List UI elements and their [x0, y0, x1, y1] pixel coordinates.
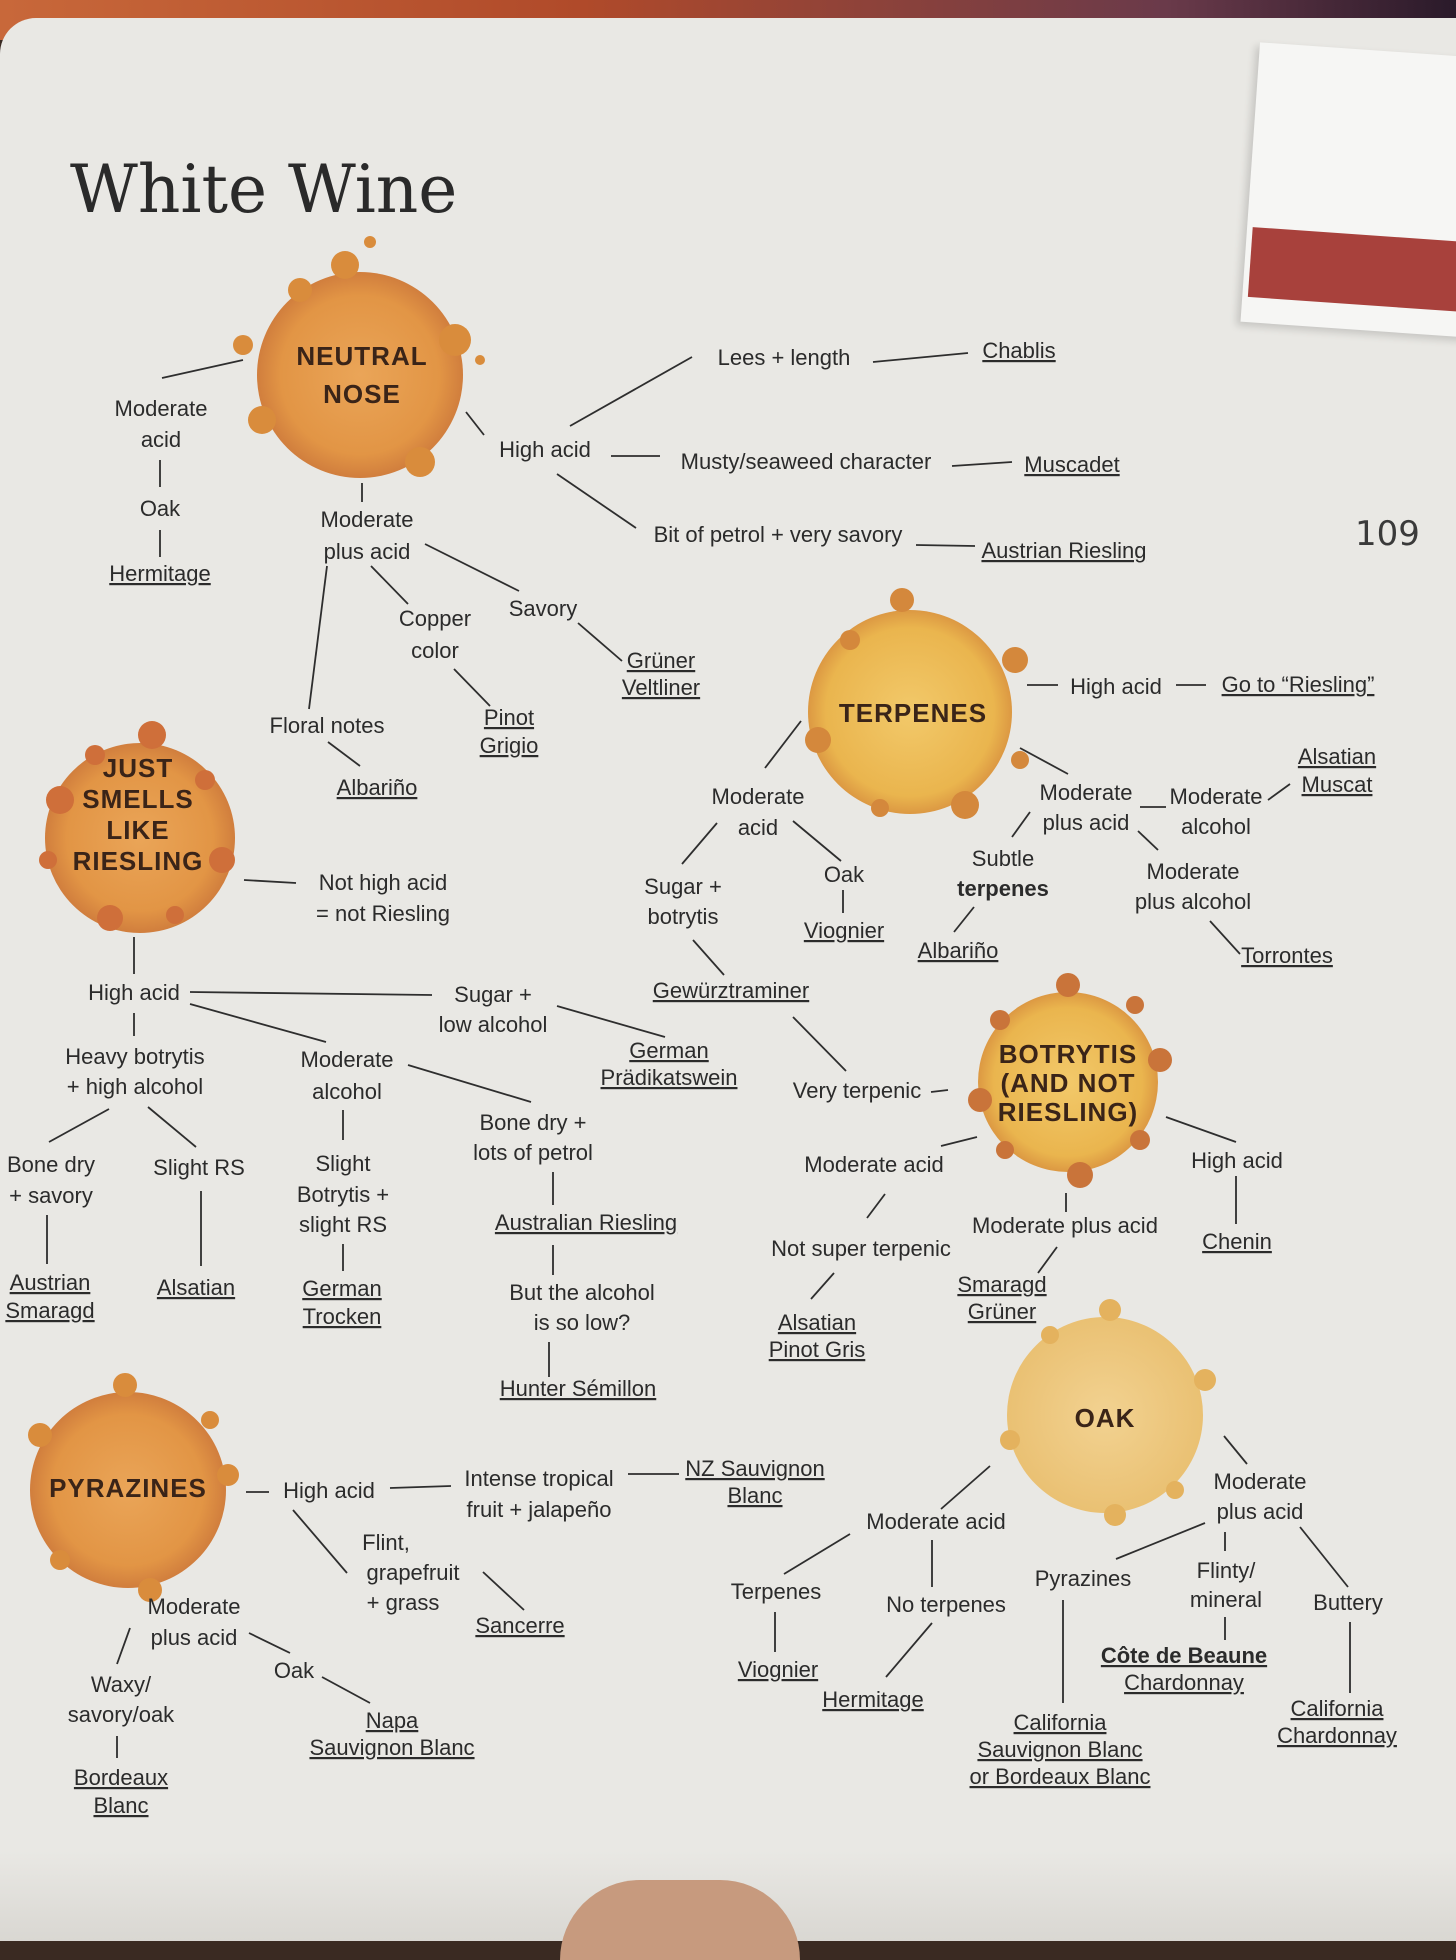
pyrazines-waxy-1: Waxy/: [90, 1672, 152, 1697]
neutral-floral: Floral notes: [269, 713, 385, 738]
neutral-copper-1: Copper: [398, 606, 472, 631]
terpenes-mod-acid-2: acid: [737, 815, 779, 840]
riesling-sugar-low-2: low alcohol: [438, 1012, 548, 1037]
neutral-pinot-grigio-2: Grigio: [479, 733, 539, 758]
riesling-alcohol-low-1: But the alcohol: [509, 1280, 655, 1305]
terpenes-sugar-botrytis-2: botrytis: [647, 904, 719, 929]
terpenes-high-acid: High acid: [1070, 674, 1162, 699]
terpenes-torrontes: Torrontes: [1241, 943, 1333, 968]
pyrazines-bordeaux-blanc-1: Bordeaux: [73, 1765, 169, 1790]
riesling-bone-dry-savory-1: Bone dry: [6, 1152, 96, 1177]
page-title: White Wine: [70, 151, 458, 228]
oak-no-terpenes: No terpenes: [886, 1592, 1006, 1617]
neutral-copper-2: color: [411, 638, 459, 663]
riesling-bone-dry-petrol-2: lots of petrol: [473, 1140, 593, 1165]
riesling-german-trocken-2: Trocken: [302, 1304, 382, 1329]
terpenes-alsatian-muscat-1: Alsatian: [1297, 744, 1377, 769]
neutral-high-acid: High acid: [499, 437, 591, 462]
oak-mod-acid: Moderate acid: [866, 1509, 1006, 1534]
pyrazines-flint-2: grapefruit: [366, 1560, 460, 1585]
pyrazines-napa-sb-1: Napa: [365, 1708, 419, 1733]
terpenes-mod-alcohol-1: Moderate: [1169, 784, 1263, 809]
riesling-slight-botrytis-3: slight RS: [298, 1212, 388, 1237]
terpenes-albarino: Albariño: [917, 938, 999, 963]
pyrazines-tropical-1: Intense tropical: [464, 1466, 614, 1491]
pyrazines-oak: Oak: [273, 1658, 315, 1683]
oak-cal-sb-1: California: [1013, 1710, 1107, 1735]
botrytis-stain: [968, 973, 1172, 1188]
terpenes-viognier: Viognier: [803, 918, 885, 943]
oak-cal-chard-2: Chardonnay: [1277, 1723, 1397, 1748]
riesling-australian-riesling: Australian Riesling: [494, 1210, 678, 1235]
oak-hermitage: Hermitage: [822, 1687, 924, 1712]
terpenes-mod-acid-1: Moderate: [711, 784, 805, 809]
botrytis-mod-plus-acid: Moderate plus acid: [972, 1213, 1158, 1238]
riesling-mod-alcohol-2: alcohol: [312, 1079, 382, 1104]
terpenes-gewurz: Gewürztraminer: [652, 978, 810, 1003]
oak-cote-beaune-2: Chardonnay: [1124, 1670, 1244, 1695]
riesling-austrian-smaragd-1: Austrian: [9, 1270, 91, 1295]
riesling-german-trocken-1: German: [302, 1276, 382, 1301]
botrytis-label-2: (AND NOT: [1000, 1068, 1136, 1098]
riesling-label-3: LIKE: [106, 815, 170, 845]
riesling-alsatian: Alsatian: [156, 1275, 236, 1300]
riesling-slight-botrytis-1: Slight: [315, 1151, 371, 1176]
terpenes-subtle-2: terpenes: [957, 876, 1049, 901]
pyrazines-flint-1: Flint,: [362, 1530, 410, 1555]
oak-flinty-2: mineral: [1189, 1587, 1263, 1612]
neutral-musty: Musty/seaweed character: [680, 449, 932, 474]
botrytis-mod-acid: Moderate acid: [804, 1152, 944, 1177]
terpenes-sugar-botrytis-1: Sugar +: [644, 874, 722, 899]
terpenes-go-riesling: Go to “Riesling”: [1221, 672, 1375, 697]
neutral-gruner-2: Veltliner: [621, 675, 701, 700]
botrytis-label-1: BOTRYTIS: [998, 1039, 1138, 1069]
pyrazines-mod-plus-acid-1: Moderate: [147, 1594, 241, 1619]
riesling-slight-botrytis-2: Botrytis +: [296, 1182, 390, 1207]
neutral-lees: Lees + length: [717, 345, 851, 370]
neutral-albarino: Albariño: [336, 775, 418, 800]
botrytis-label-3: RIESLING): [997, 1097, 1139, 1127]
neutral-savory: Savory: [508, 596, 578, 621]
riesling-high-acid: High acid: [88, 980, 180, 1005]
riesling-heavy-botrytis-1: Heavy botrytis: [65, 1044, 205, 1069]
pyrazines-nz-sb-2: Blanc: [727, 1483, 783, 1508]
neutral-mod-plus-acid-2: plus acid: [323, 539, 411, 564]
riesling-mod-alcohol-1: Moderate: [300, 1047, 394, 1072]
neutral-muscadet: Muscadet: [1024, 452, 1120, 477]
pyrazines-flint-3: + grass: [366, 1590, 440, 1615]
neutral-nose-label-1: NEUTRAL: [296, 341, 428, 371]
riesling-not-high-2: = not Riesling: [316, 901, 450, 926]
neutral-mod-acid-1: Moderate: [114, 396, 208, 421]
riesling-german-pradikat-2: Prädikatswein: [600, 1065, 738, 1090]
pyrazines-waxy-2: savory/oak: [67, 1702, 175, 1727]
oak-buttery: Buttery: [1313, 1590, 1383, 1615]
riesling-label-2: SMELLS: [82, 784, 194, 814]
botrytis-alsatian-pg-2: Pinot Gris: [768, 1337, 866, 1362]
botrytis-not-super: Not super terpenic: [771, 1236, 951, 1261]
oak-flinty-1: Flinty/: [1196, 1558, 1256, 1583]
neutral-pinot-grigio-1: Pinot: [483, 705, 535, 730]
riesling-bone-dry-savory-2: + savory: [9, 1183, 93, 1208]
pyrazines-label: PYRAZINES: [49, 1473, 207, 1503]
terpenes-alsatian-muscat-2: Muscat: [1301, 772, 1373, 797]
pyrazines-mod-plus-acid-2: plus acid: [150, 1625, 238, 1650]
neutral-mod-plus-acid-1: Moderate: [320, 507, 414, 532]
oak-mod-plus-acid-2: plus acid: [1216, 1499, 1304, 1524]
pyrazines-tropical-2: fruit + jalapeño: [466, 1497, 612, 1522]
pyrazines-napa-sb-2: Sauvignon Blanc: [309, 1735, 475, 1760]
terpenes-mod-plus-acid-1: Moderate: [1039, 780, 1133, 805]
riesling-german-pradikat-1: German: [629, 1038, 709, 1063]
pyrazines-high-acid: High acid: [283, 1478, 375, 1503]
botrytis-high-acid: High acid: [1191, 1148, 1283, 1173]
pyrazines-stain: [28, 1373, 239, 1602]
riesling-stain: [39, 721, 235, 933]
terpenes-oak: Oak: [823, 862, 865, 887]
botrytis-smaragd-gruner-2: Grüner: [967, 1299, 1037, 1324]
riesling-hunter: Hunter Sémillon: [499, 1376, 657, 1401]
neutral-hermitage: Hermitage: [109, 561, 211, 586]
oak-mod-plus-acid-1: Moderate: [1213, 1469, 1307, 1494]
oak-terpenes: Terpenes: [730, 1579, 822, 1604]
oak-viognier: Viognier: [737, 1657, 819, 1682]
neutral-austrian-riesling: Austrian Riesling: [981, 538, 1147, 563]
pyrazines-sancerre: Sancerre: [475, 1613, 565, 1638]
neutral-chablis: Chablis: [982, 338, 1056, 363]
botrytis-very-terpenic: Very terpenic: [792, 1078, 922, 1103]
riesling-sugar-low-1: Sugar +: [454, 982, 532, 1007]
oak-cal-chard-1: California: [1290, 1696, 1384, 1721]
terpenes-stain: [805, 588, 1029, 819]
botrytis-smaragd-gruner-1: Smaragd: [957, 1272, 1047, 1297]
oak-stain: [1000, 1299, 1216, 1526]
riesling-label-1: JUST: [102, 753, 174, 783]
oak-label: OAK: [1074, 1403, 1136, 1433]
oak-cote-beaune-1: Côte de Beaune: [1100, 1643, 1268, 1668]
pyrazines-bordeaux-blanc-2: Blanc: [93, 1793, 149, 1818]
terpenes-label: TERPENES: [838, 698, 988, 728]
neutral-gruner-1: Grüner: [626, 648, 696, 673]
riesling-slight-rs: Slight RS: [153, 1155, 245, 1180]
riesling-austrian-smaragd-2: Smaragd: [5, 1298, 95, 1323]
terpenes-mod-plus-alcohol-2: plus alcohol: [1134, 889, 1252, 914]
page-number: 109: [1355, 514, 1420, 554]
neutral-oak: Oak: [139, 496, 181, 521]
riesling-alcohol-low-2: is so low?: [533, 1310, 631, 1335]
botrytis-alsatian-pg-1: Alsatian: [777, 1310, 857, 1335]
riesling-heavy-botrytis-2: + high alcohol: [66, 1074, 204, 1099]
oak-pyrazines: Pyrazines: [1034, 1566, 1132, 1591]
terpenes-subtle-1: Subtle: [971, 846, 1035, 871]
riesling-bone-dry-petrol-1: Bone dry +: [479, 1110, 587, 1135]
terpenes-mod-plus-alcohol-1: Moderate: [1146, 859, 1240, 884]
neutral-nose-stain: [233, 236, 485, 478]
terpenes-mod-plus-acid-2: plus acid: [1042, 810, 1130, 835]
neutral-nose-label-2: NOSE: [323, 379, 401, 409]
neutral-petrol: Bit of petrol + very savory: [653, 522, 903, 547]
pyrazines-nz-sb-1: NZ Sauvignon: [685, 1456, 825, 1481]
riesling-not-high-1: Not high acid: [318, 870, 448, 895]
botrytis-chenin: Chenin: [1202, 1229, 1272, 1254]
oak-cal-sb-3: or Bordeaux Blanc: [969, 1764, 1151, 1789]
riesling-label-4: RIESLING: [72, 846, 204, 876]
terpenes-mod-alcohol-2: alcohol: [1181, 814, 1251, 839]
neutral-mod-acid-2: acid: [140, 427, 182, 452]
oak-cal-sb-2: Sauvignon Blanc: [977, 1737, 1143, 1762]
